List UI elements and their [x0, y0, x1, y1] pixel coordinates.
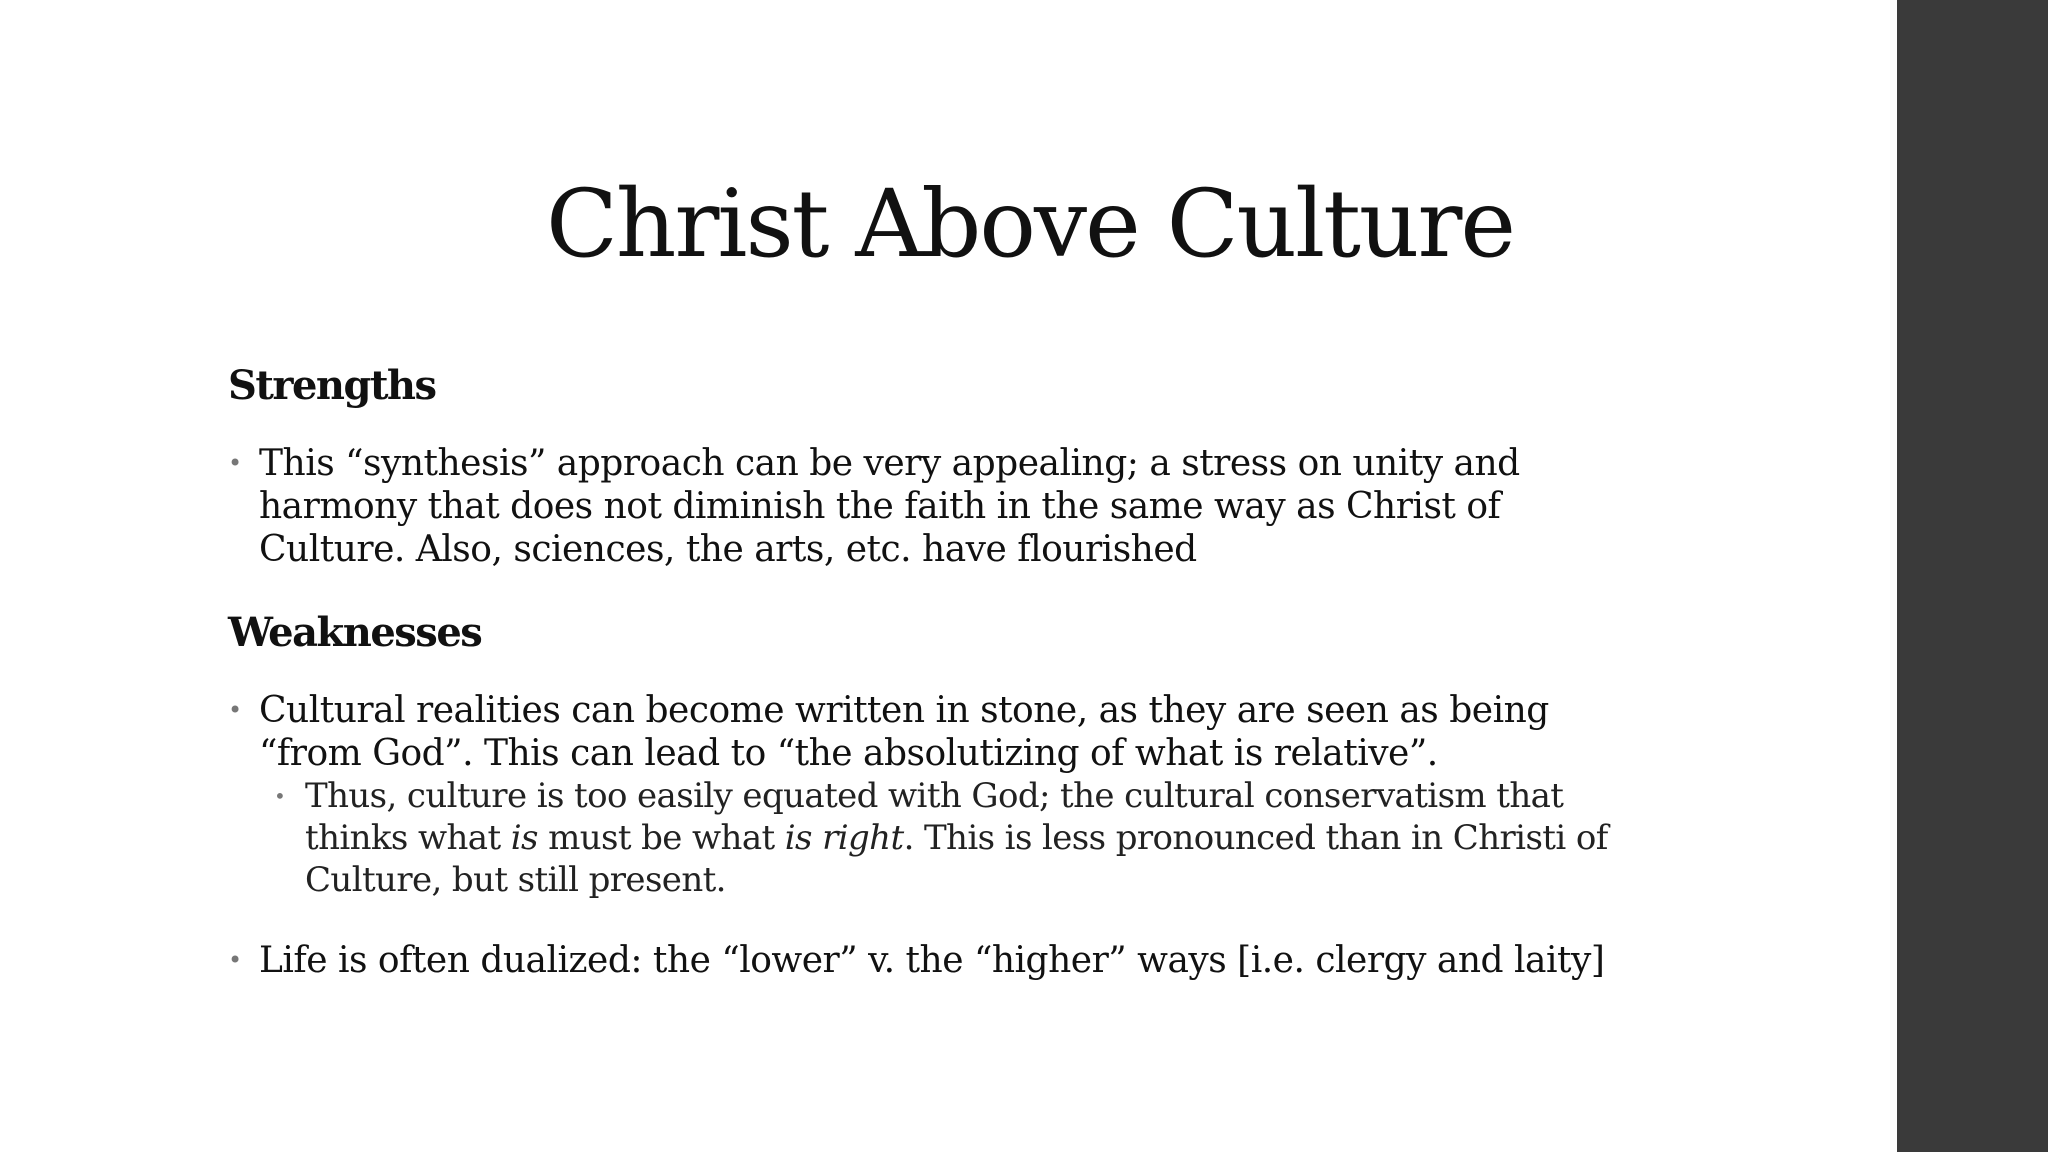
bullet-icon: •: [228, 696, 242, 724]
weakness-bullet-1: [228, 689, 1648, 775]
sub-bullet-italic-is-right: is right: [784, 818, 904, 858]
weakness-bullet-2: [228, 939, 1648, 982]
strengths-heading: Strengths: [228, 362, 436, 409]
weakness-sub-bullet: [228, 775, 1648, 901]
sub-bullet-text-part3: . This is less pronounced than in Christi of Culture, but still present.: [305, 818, 1608, 900]
weakness-bullet-2-text: Life is often dualized: the “lower” v. the “higher” ways [i.e. clergy and laity]: [259, 940, 1605, 981]
strength-bullet-text: This “synthesis” approach can be very appealing; a stress on unity and harmony that does not diminish the faith in the same way as Christ of Culture. Also, sciences, the arts, etc. have flourished: [259, 443, 1520, 570]
sub-bullet-italic-is: is: [510, 818, 538, 858]
sub-bullet-icon: •: [274, 784, 286, 808]
weaknesses-heading: Weaknesses: [228, 609, 482, 656]
sub-bullet-text-part2: must be what: [537, 818, 785, 858]
strength-bullet: [228, 442, 1648, 571]
bullet-icon: •: [228, 449, 242, 477]
weakness-bullet-1-text: Cultural realities can become written in stone, as they are seen as being “from God”. This can lead to “the absolutizing of what is relative”.: [259, 690, 1549, 774]
slide-title: Christ Above Culture: [545, 170, 1515, 279]
slide-body: [228, 358, 1648, 982]
bullet-icon: •: [228, 946, 242, 974]
sub-bullet-text-part1: Thus, culture is too easily equated with God; the cultural conservatism that thinks what: [305, 776, 1564, 858]
